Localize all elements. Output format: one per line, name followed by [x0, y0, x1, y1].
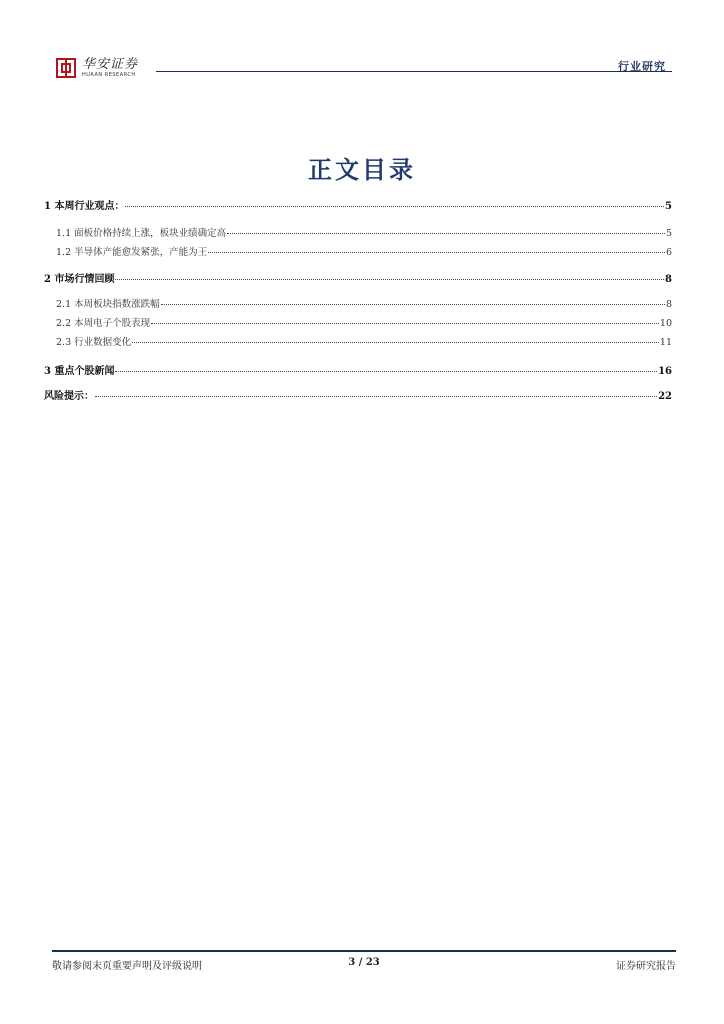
toc-entry-2[interactable] — [44, 270, 672, 285]
toc-entry-page: 11 — [659, 337, 672, 348]
dot-leader — [161, 304, 665, 305]
toc-entry-2-2[interactable] — [44, 315, 672, 329]
logo-seal-icon — [56, 58, 76, 78]
toc-entry-page: 10 — [659, 318, 672, 329]
toc-entry-label: 1.2 半导体产能愈发紧张，产能为王 — [56, 247, 208, 258]
page-header — [56, 56, 672, 86]
dot-leader — [125, 206, 664, 207]
toc-title: 正文目录 — [308, 155, 416, 184]
toc-entry-1-1[interactable] — [44, 225, 672, 239]
report-type: 证券研究报告 — [616, 961, 676, 972]
toc-entry-page: 8 — [665, 299, 672, 310]
toc-entry-label: 2 市场行情回顾 — [44, 274, 115, 285]
footer-disclaimer: 敬请参阅末页重要声明及评级说明 — [52, 961, 202, 972]
dot-leader — [115, 279, 664, 280]
company-logo — [56, 58, 138, 78]
toc-entry-label: 2.3 行业数据变化 — [56, 337, 132, 348]
dot-leader — [227, 233, 665, 234]
toc-entry-2-3[interactable] — [44, 334, 672, 348]
header-rule — [156, 71, 672, 72]
dot-leader — [115, 371, 657, 372]
toc-entry-page: 5 — [665, 228, 672, 239]
toc-entry-label: 风险提示： — [44, 391, 94, 402]
dot-leader — [95, 396, 657, 397]
toc-entry-label: 1.1 面板价格持续上涨，板块业绩确定高 — [56, 228, 227, 239]
page-footer — [52, 950, 676, 977]
toc-entry-page: 6 — [665, 247, 672, 258]
logo-name-en: HUAAN RESEARCH — [82, 72, 136, 78]
dot-leader — [208, 252, 665, 253]
toc-entry-1[interactable] — [44, 197, 672, 212]
dot-leader — [132, 342, 659, 343]
footer-rule — [52, 950, 676, 952]
toc-entry-page: 8 — [665, 274, 672, 285]
toc-entry-2-1[interactable] — [44, 296, 672, 310]
toc-entry-page: 16 — [658, 366, 672, 377]
page-number: 3 / 23 — [348, 957, 380, 968]
section-label: 行业研究 — [618, 60, 666, 73]
logo-name-cn: 华安证券 — [82, 57, 139, 72]
toc-entry-page: 5 — [665, 201, 672, 212]
dot-leader — [151, 323, 659, 324]
toc-entry-1-2[interactable] — [44, 244, 672, 258]
toc-entry-page: 22 — [658, 391, 672, 402]
toc-entry-risk[interactable] — [44, 387, 672, 402]
toc-entry-label: 2.2 本周电子个股表现 — [56, 318, 151, 329]
toc-entry-3[interactable] — [44, 362, 672, 377]
toc-entry-label: 3 重点个股新闻 — [44, 366, 115, 377]
toc-entry-label: 1 本周行业观点： — [44, 201, 125, 212]
toc-entry-label: 2.1 本周板块指数涨跌幅 — [56, 299, 160, 310]
